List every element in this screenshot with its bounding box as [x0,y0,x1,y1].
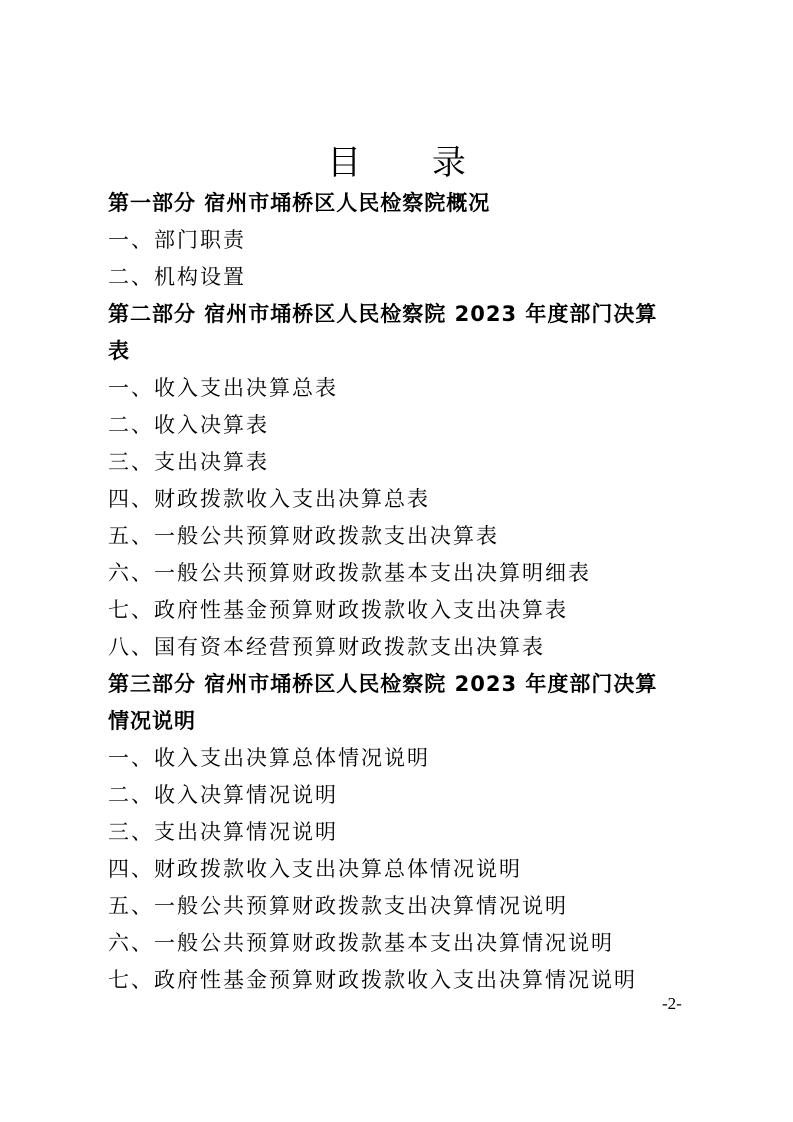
toc-item: 五、一般公共预算财政拨款支出决算情况说明 [108,894,568,918]
toc-item: 二、机构设置 [108,265,246,289]
toc-item: 二、收入决算表 [108,413,269,437]
toc-part1-heading: 第一部分 宿州市埇桥区人民检察院概况 [108,191,491,215]
toc-item: 一、收入支出决算总体情况说明 [108,746,430,770]
toc-item: 四、财政拨款收入支出决算总体情况说明 [108,857,522,881]
toc-item: 一、收入支出决算总表 [108,376,338,400]
toc-item: 八、国有资本经营预算财政拨款支出决算表 [108,635,545,659]
page-number: -2- [662,994,682,1013]
toc-part3-heading: 第三部分 宿州市埇桥区人民检察院 2023 年度部门决算 [108,672,658,696]
toc-item: 二、收入决算情况说明 [108,783,338,807]
toc-item: 一、部门职责 [108,228,246,252]
toc-item: 六、一般公共预算财政拨款基本支出决算明细表 [108,561,591,585]
toc-item: 四、财政拨款收入支出决算总表 [108,487,430,511]
toc-part2-heading-continued: 表 [108,339,130,363]
toc-item: 六、一般公共预算财政拨款基本支出决算情况说明 [108,931,614,955]
toc-item: 七、政府性基金预算财政拨款收入支出决算表 [108,598,568,622]
toc-item: 七、政府性基金预算财政拨款收入支出决算情况说明 [108,968,637,992]
toc-part3-heading-continued: 情况说明 [108,709,196,733]
toc-item: 三、支出决算情况说明 [108,820,338,844]
page-title: 目 录 [327,143,496,183]
toc-part2-heading: 第二部分 宿州市埇桥区人民检察院 2023 年度部门决算 [108,302,658,326]
toc-item: 三、支出决算表 [108,450,269,474]
toc-item: 五、一般公共预算财政拨款支出决算表 [108,524,499,548]
